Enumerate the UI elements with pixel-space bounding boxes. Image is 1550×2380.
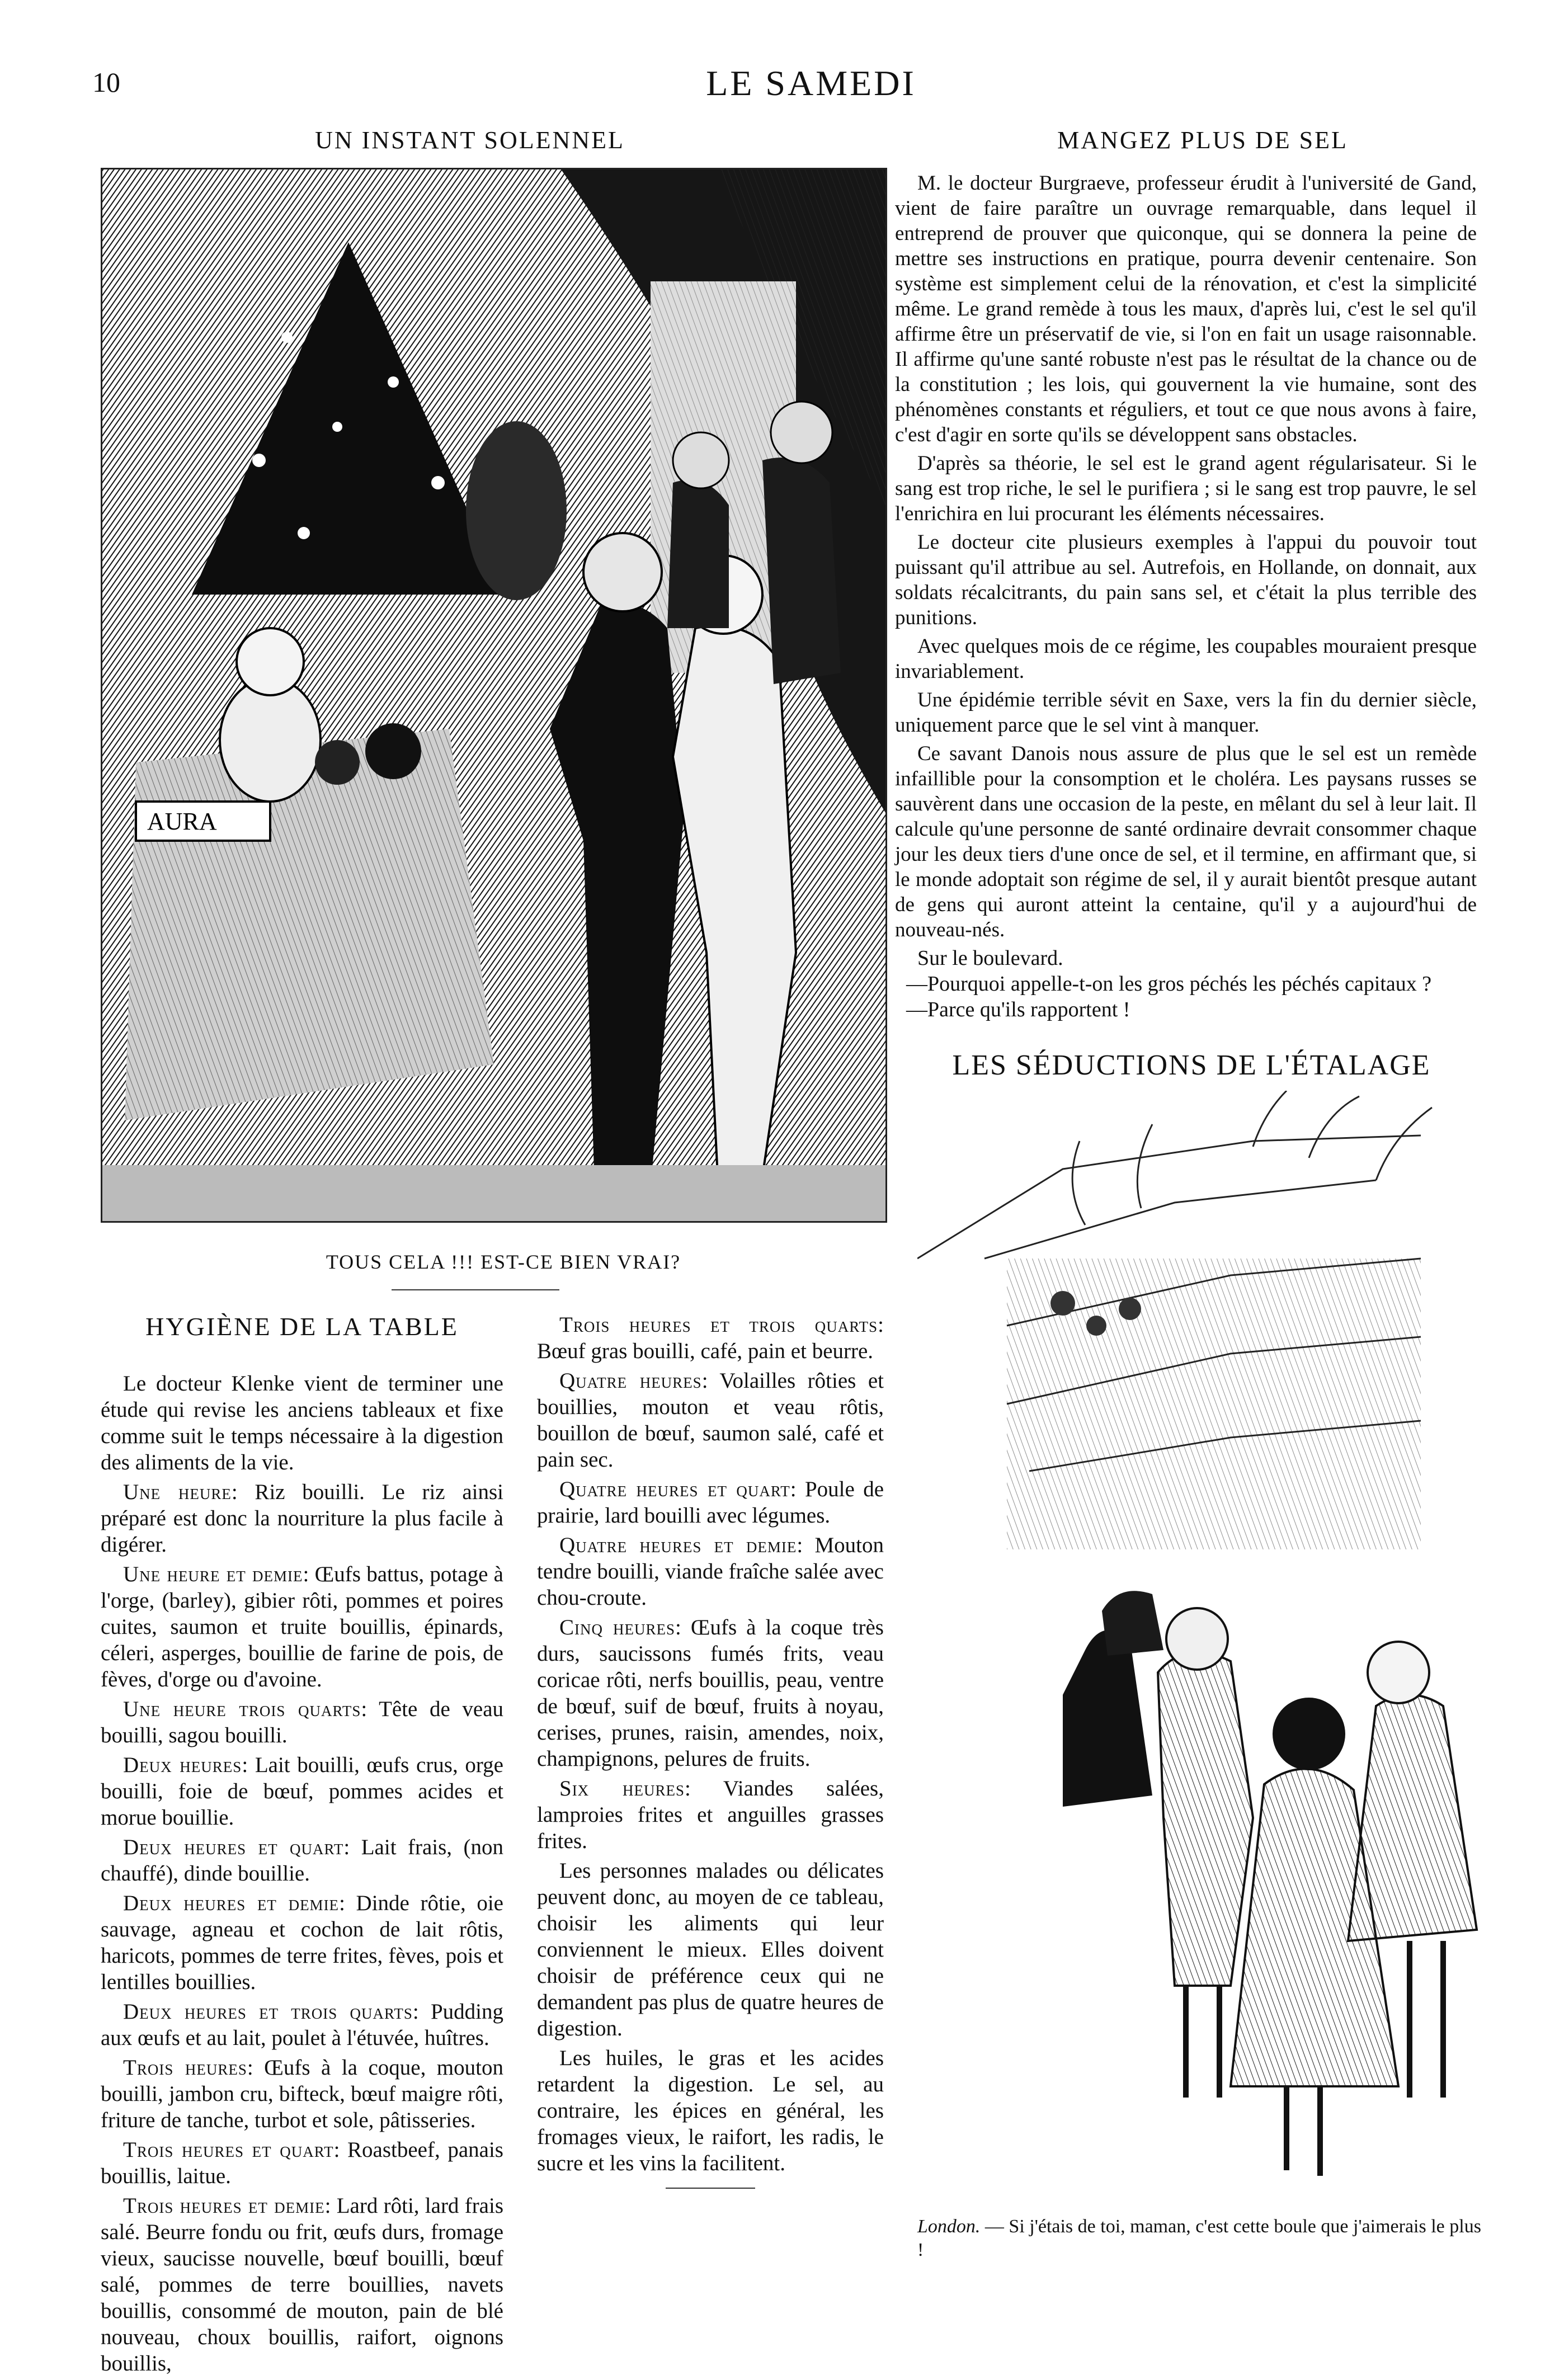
hygiene-column-1 [101, 1370, 503, 2380]
digestion-entry [537, 1775, 884, 1854]
sel-paragraph: Avec quelques mois de ce régime, les coupables mouraient presque invariablement. [895, 635, 1477, 683]
digestion-foods: : Roastbeef, panais bouillis, laitue. [101, 2138, 503, 2188]
digestion-time: Quatre heures et quart [559, 1477, 790, 1501]
digestion-time: Deux heures et demie [123, 1891, 340, 1915]
digestion-time: Six heures [559, 1776, 685, 1801]
hygiene-title: HYGIÈNE DE LA TABLE [145, 1312, 459, 1341]
hygiene-closing: Les huiles, le gras et les acides retardent la digestion. Le sel, au contraire, les épices en général, les fromages vieux, le raifort, les radis, le sucre et les vins la facilitent. [537, 2046, 884, 2175]
hygiene-closing: Les personnes malades ou délicates peuvent donc, au moyen de ce tableau, choisir les aliments qui leur conviennent le mieux. Elles doivent choisir de préférence ceux qui ne demandent pas plus de quatre heures de digestion. [537, 1859, 884, 2040]
digestion-foods: : Lait bouilli, œufs crus, orge bouilli, foie de bœuf, pommes acides et morue bouillie. [101, 1753, 503, 1830]
digestion-entry [101, 1890, 503, 1995]
digestion-time: Une heure [123, 1480, 232, 1504]
digestion-time: Deux heures [123, 1753, 242, 1777]
etalage-title: LES SÉDUCTIONS DE L'ÉTALAGE [952, 1049, 1431, 1081]
digestion-entry [537, 1476, 884, 1529]
salon-scene-illustration [102, 169, 885, 1221]
digestion-time: Cinq heures [559, 1615, 675, 1639]
boulevard-joke [906, 945, 1477, 1022]
digestion-foods: : Lard rôti, lard frais salé. Beurre fondu ou frit, œufs durs, fromage vieux, saucisse nouvelle, bœuf bouilli, bœuf salé, pommes de terre bouillies, navets bouillis, consommé de mouton, pain de blé nouveau, choux bouillis, raifort, oignons bouillis, [101, 2194, 503, 2376]
digestion-time: Trois heures et quart [123, 2138, 334, 2162]
digestion-entry [101, 2193, 503, 2377]
digestion-entry [101, 2054, 503, 2133]
digestion-entry [101, 1561, 503, 1693]
joke-line: Sur le boulevard. [917, 946, 1063, 970]
hygiene-intro: Le docteur Klenke vient de terminer une étude qui revise les anciens tableaux et fixe comme suit le temps nécessaire à la digestion des aliments de la vie. [101, 1372, 503, 1474]
digestion-foods: : Bœuf gras bouilli, café, pain et beurre. [537, 1313, 884, 1363]
digestion-foods: : Dinde rôtie, oie sauvage, agneau et cochon de lait rôtis, haricots, pommes de terre frites, fèves, pois et lentilles bouillies. [101, 1891, 503, 1994]
digestion-time: Deux heures et quart [123, 1835, 344, 1859]
joke-line: —Parce qu'ils rapportent ! [906, 998, 1130, 1021]
joke-line: —Pourquoi appelle-t-on les gros péchés les péchés capitaux ? [906, 972, 1432, 996]
digestion-entry [537, 1532, 884, 1611]
right-article-title: MANGEZ PLUS DE SEL [1057, 126, 1348, 154]
digestion-time: Trois heures et demie [123, 2194, 325, 2218]
digestion-time: Trois heures et trois quarts [559, 1313, 878, 1337]
digestion-foods: : Volailles rôties et bouillies, mouton et veau rôtis, bouillon de bœuf, saumon salé, café et pain sec. [537, 1369, 884, 1472]
digestion-entry [101, 1999, 503, 2051]
etalage-engraving [917, 1091, 1488, 2204]
digestion-entry [101, 1696, 503, 1749]
digestion-foods: : Pudding aux œufs et au lait, poulet à l'étuvée, huîtres. [101, 2000, 503, 2050]
end-rule [666, 2188, 755, 2189]
table-sign-label: AURA [147, 808, 217, 835]
digestion-foods: : Œufs à la coque, mouton bouilli, jambon cru, bifteck, bœuf maigre rôti, friture de tanche, turbot et sole, pâtisseries. [101, 2056, 503, 2132]
digestion-foods: : Tête de veau bouilli, sagou bouilli. [101, 1697, 504, 1747]
digestion-entry [537, 1614, 884, 1772]
digestion-foods: : Riz bouilli. Le riz ainsi préparé est donc la nourriture la plus facile à digérer. [101, 1480, 503, 1557]
digestion-entry [537, 1312, 884, 1364]
digestion-foods: : Poule de prairie, lard bouilli avec légumes. [537, 1477, 884, 1528]
journal-title: LE SAMEDI [706, 63, 916, 103]
shop-window-illustration [917, 1091, 1488, 2204]
digestion-time: Quatre heures et demie [559, 1533, 797, 1557]
digestion-time: Quatre heures [559, 1369, 702, 1393]
digestion-foods: : Viandes salées, lamproies frites et anguilles grasses frites. [537, 1776, 884, 1853]
caption-place: London. [917, 2216, 981, 2237]
sel-paragraph: Le docteur cite plusieurs exemples à l'appui du pouvoir tout puissant qu'il attribue au sel. Autrefois, en Hollande, on donnait, aux soldats récalcitrants, du pain sans sel, et c'était la plus terrible des punitions. [895, 531, 1477, 629]
digestion-foods: : Œufs battus, potage à l'orge, (barley), gibier rôti, pommes et poires cuites, saumon et truite bouillis, épinards, céleri, asperges, bouillie de farine de pois, de fèves, d'orge ou d'avoine. [101, 1562, 503, 1691]
digestion-foods: : Lait frais, (non chauffé), dinde bouillie. [101, 1835, 503, 1886]
caption-text: — Si j'étais de toi, maman, c'est cette boule que j'aimerais le plus ! [917, 2216, 1481, 2260]
page-number: 10 [92, 67, 120, 98]
digestion-foods: : Œufs à la coque très durs, saucissons fumés frits, veau coricae rôti, nerfs bouillis, peau, ventre de bœuf, suif de bœuf, fruits à noyau, cerises, prunes, raisin, amendes, noix, champignons, pelures de fruits. [537, 1615, 884, 1771]
sel-paragraph: Ce savant Danois nous assure de plus que le sel est un remède infaillible pour la consomption et le choléra. Les paysans russes se sauvèrent dans une occasion de la peste, en mêlant du sel à leur lait. Il calcule qu'une personne de santé ordinaire devrait consommer chaque jour les deux tiers d'une once de sel, et il termine, en affirmant que, si le monde adoptait son régime de sel, il y aurait bientôt presque autant de gens qui auront atteint la centaine, qu'il y a aujourd'hui de nouveau-nés. [895, 742, 1477, 941]
etalage-caption [917, 2215, 1488, 2262]
digestion-time: Une heure et demie [123, 1562, 303, 1586]
sel-paragraph: D'après sa théorie, le sel est le grand agent régularisateur. Si le sang est trop riche, le sel le purifiera ; si le sang est trop pauvre, le sel l'enrichira en lui procurant les éléments nécessaires. [895, 452, 1477, 525]
section-divider [392, 1289, 559, 1290]
digestion-entry [101, 2137, 503, 2189]
digestion-time: Deux heures et trois quarts [123, 2000, 413, 2024]
digestion-entry [101, 1834, 503, 1887]
digestion-entry [537, 1368, 884, 1473]
hygiene-column-2 [537, 1312, 884, 2189]
digestion-time: Une heure trois quarts [123, 1697, 361, 1721]
digestion-entry [101, 1479, 503, 1558]
salon-caption: TOUS CELA !!! EST-CE BIEN VRAI? [326, 1251, 681, 1273]
sel-article-body [895, 171, 1477, 946]
sel-paragraph: M. le docteur Burgraeve, professeur érudit à l'université de Gand, vient de faire paraître un ouvrage remarquable, dans lequel il entreprend de prouver que quiconque, qui se donnera la peine de mettre ses instructions en pratique, pourra devenir centenaire. Son système est simplement celui de la rénovation, et c'est la simplicité même. Le grand remède à tous les maux, d'après lui, c'est le sel qu'il affirme être un préservatif de vie, si l'on en fait un usage raisonnable. Il affirme qu'une santé robuste n'est pas le résultat de la chance ou de la constitution ; les lois, qui gouvernent la vie humaine, sont des phénomènes constants et réguliers, et tout ce que nous avons à faire, c'est d'agir en sorte qu'ils se développent sans obstacles. [895, 172, 1477, 446]
digestion-entry [101, 1752, 503, 1831]
digestion-time: Trois heures [123, 2056, 247, 2080]
sel-paragraph: Une épidémie terrible sévit en Saxe, vers la fin du dernier siècle, uniquement parce que le sel vint à manquer. [895, 689, 1477, 737]
digestion-foods: : Mouton tendre bouilli, viande fraîche salée avec chou-croute. [537, 1533, 884, 1610]
salon-engraving [101, 168, 887, 1223]
left-article-title: UN INSTANT SOLENNEL [315, 126, 625, 154]
